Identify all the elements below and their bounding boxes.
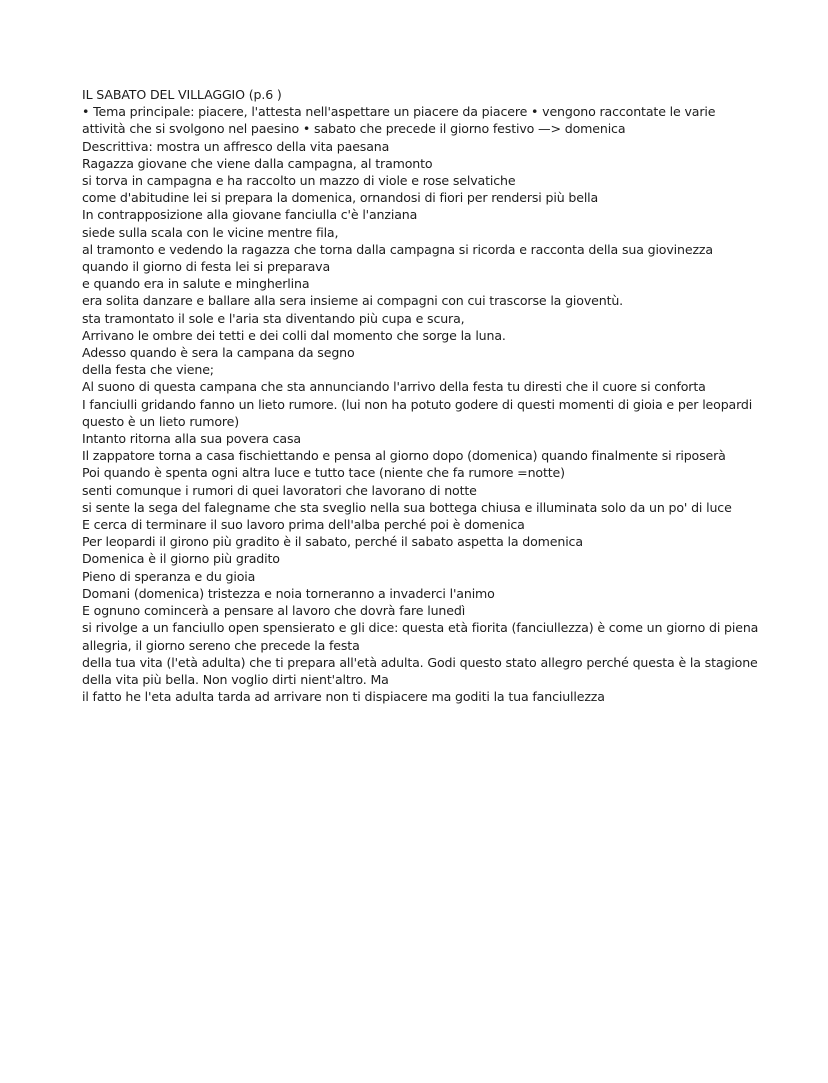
document-title: IL SABATO DEL VILLAGGIO (p.6 ) (82, 87, 282, 102)
note-line: Al suono di questa campana che sta annunciando l'arrivo della festa tu diresti che il cuore si conforta (82, 379, 706, 395)
note-line: della tua vita (l'età adulta) che ti prepara all'età adulta. Godi questo stato allegro perché questa è la stagione della vita più bella. Non voglio dirti nient'altro. Ma (82, 654, 758, 687)
note-line: Descrittiva: mostra un affresco della vita paesana (82, 138, 390, 154)
note-line: come d'abitudine lei si prepara la domenica, ornandosi di fiori per rendersi più bella (82, 190, 599, 206)
note-line: Ragazza giovane che viene dalla campagna, al tramonto (82, 155, 433, 171)
note-line: siede sulla scala con le vicine mentre fila, (82, 224, 339, 240)
note-line: e quando era in salute e mingherlina (82, 276, 310, 292)
note-line: Pieno di speranza e du gioia (82, 568, 256, 584)
note-line: senti comunque i rumori di quei lavoratori che lavorano di notte (82, 482, 477, 498)
note-line: In contrapposizione alla giovane fanciulla c'è l'anziana (82, 207, 418, 223)
note-line: Poi quando è spenta ogni altra luce e tutto tace (niente che fa rumore =notte) (82, 465, 565, 481)
note-line: Arrivano le ombre dei tetti e dei colli dal momento che sorge la luna. (82, 327, 506, 343)
note-line: Domenica è il giorno più gradito (82, 551, 280, 567)
note-line: della festa che viene; (82, 362, 214, 378)
note-line: Intanto ritorna alla sua povera casa (82, 431, 301, 447)
note-line: Il zappatore torna a casa fischiettando e pensa al giorno dopo (domenica) quando finalmente si riposerà (82, 448, 726, 464)
note-line: al tramonto e vedendo la ragazza che torna dalla campagna si ricorda e racconta della sua giovinezza (82, 241, 713, 257)
note-line: era solita danzare e ballare alla sera insieme ai compagni con cui trascorse la gioventù. (82, 293, 624, 309)
note-line: si rivolge a un fanciullo open spensierato e gli dice: questa età fiorita (fanciullezza) è come un giorno di piena allegria, il giorno sereno che precede la festa (82, 620, 759, 653)
note-line: • Tema principale: piacere, l'attesta nell'aspettare un piacere da piacere • vengono raccontate le varie attività che si svolgono nel paesino • sabato che precede il giorno festivo —> domenica (82, 104, 716, 137)
note-line: E ognuno comincerà a pensare al lavoro che dovrà fare lunedì (82, 603, 466, 619)
note-line: si sente la sega del falegname che sta sveglio nella sua bottega chiusa e illuminata solo da un po' di luce (82, 499, 732, 515)
note-line: I fanciulli gridando fanno un lieto rumore. (lui non ha potuto godere di questi momenti di gioia e per leopardi questo è un lieto rumore) (82, 396, 753, 429)
note-line: E cerca di terminare il suo lavoro prima dell'alba perché poi è domenica (82, 517, 525, 533)
note-line: quando il giorno di festa lei si preparava (82, 259, 331, 275)
notes-body (82, 86, 762, 705)
note-line: si torva in campagna e ha raccolto un mazzo di viole e rose selvatiche (82, 173, 516, 189)
note-line: sta tramontato il sole e l'aria sta diventando più cupa e scura, (82, 310, 465, 326)
note-line: Domani (domenica) tristezza e noia torneranno a invaderci l'animo (82, 585, 495, 601)
note-line: Per leopardi il girono più gradito è il sabato, perché il sabato aspetta la domenica (82, 534, 583, 550)
note-line: Adesso quando è sera la campana da segno (82, 345, 355, 361)
note-line: il fatto he l'eta adulta tarda ad arrivare non ti dispiacere ma goditi la tua fanciullezza (82, 689, 605, 705)
